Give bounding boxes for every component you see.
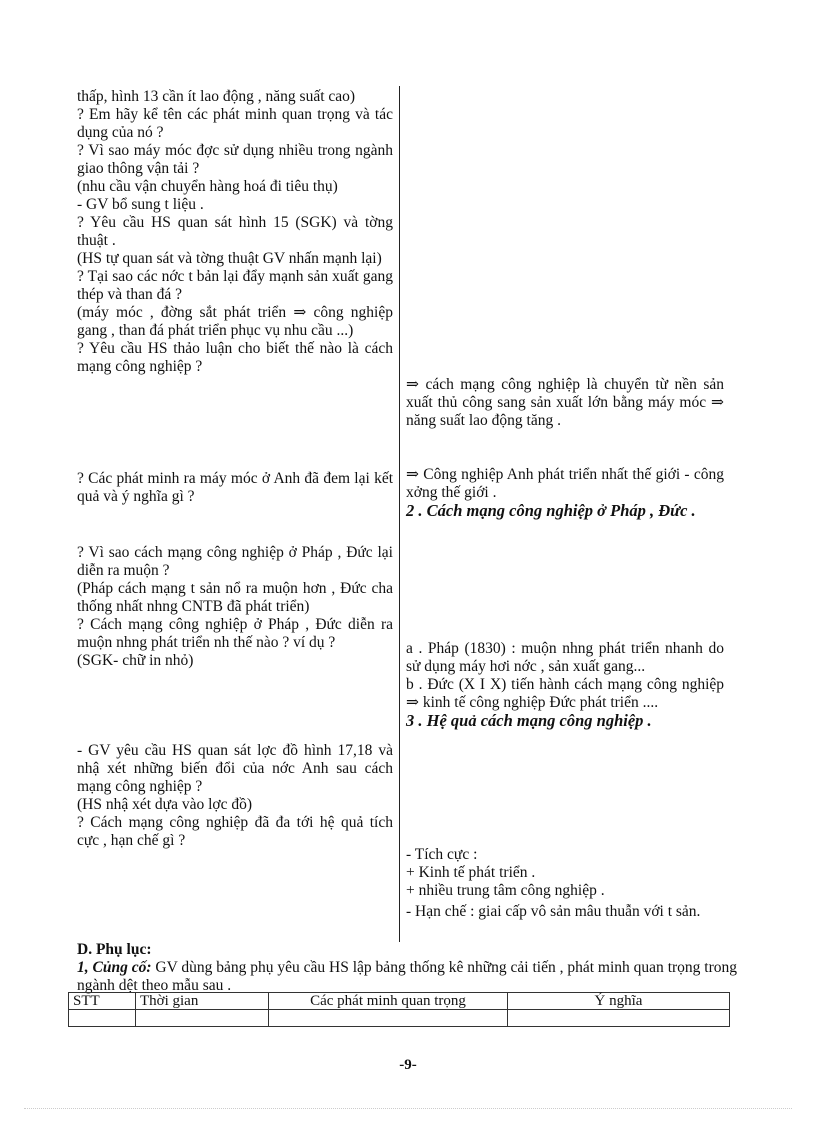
column-divider <box>399 86 400 942</box>
left-text: ? Các phát minh ra máy móc ở Anh đã đem lại kết quả và ý nghĩa gì ? <box>77 470 393 505</box>
positive-label: - Tích cực : <box>406 846 478 863</box>
left-column-block-1 <box>77 88 393 376</box>
section-heading-2: 2 . Cách mạng công nghiệp ở Pháp , Đức . <box>406 501 696 520</box>
right-england <box>406 466 724 520</box>
left-text: - GV bổ sung t liệu . <box>77 196 204 213</box>
footer-divider <box>24 1108 792 1109</box>
inventions-table <box>68 992 730 1027</box>
left-text: ? Tại sao các nớc t bản lại đẩy mạnh sản xuất gang thép và than đá ? <box>77 268 393 303</box>
left-text: ? Cách mạng công nghiệp đã đa tới hệ quả tích cực , hạn chế gì ? <box>77 814 393 849</box>
table-row <box>69 1010 730 1027</box>
table-header-cell: Thời gian <box>136 993 269 1010</box>
consolidate-label: 1, Củng cố: <box>77 959 152 976</box>
table-cell <box>269 1010 508 1027</box>
table-cell <box>508 1010 730 1027</box>
left-text: ? Vì sao cách mạng công nghiệp ở Pháp , Đức lại diễn ra muộn ? <box>77 544 393 579</box>
left-column-question-results <box>77 470 393 506</box>
left-column-block-2 <box>77 544 393 670</box>
left-text: ? Yêu cầu HS thảo luận cho biết thế nào là cách mạng công nghiệp ? <box>77 340 393 375</box>
left-text: (SGK- chữ in nhỏ) <box>77 652 194 669</box>
definition-text: ⇒ cách mạng công nghiệp là chuyển từ nền sản xuất thủ công sang sản xuất lớn bằng máy móc ⇒ năng suất lao động tăng . <box>406 376 724 429</box>
table-header-cell: Ý nghĩa <box>508 993 730 1010</box>
table-header-cell: Các phát minh quan trọng <box>269 993 508 1010</box>
left-text: ? Cách mạng công nghiệp ở Pháp , Đức diễn ra muộn nhng phát triển nh thế nào ? ví dụ ? <box>77 616 393 651</box>
positive-item: + nhiều trung tâm công nghiệp . <box>406 882 605 899</box>
positive-item: + Kinh tế phát triển . <box>406 864 536 881</box>
appendix-section <box>77 941 737 995</box>
right-definition <box>406 376 724 430</box>
page-number: -9- <box>399 1057 417 1073</box>
left-text: thấp, hình 13 cần ít lao động , năng suất cao) <box>77 88 356 105</box>
appendix-title: D. Phụ lục: <box>77 941 152 958</box>
left-text: (HS nhậ xét dựa vào lợc đồ) <box>77 796 252 813</box>
negative-text: - Hạn chế : giai cấp vô sản mâu thuẫn với t sản. <box>406 903 701 920</box>
section-heading-3: 3 . Hệ quả cách mạng công nghiệp . <box>406 711 652 730</box>
france-text: a . Pháp (1830) : muộn nhng phát triển nhanh do sử dụng máy hơi nớc , sản xuất gang... <box>406 640 724 675</box>
left-text: (Pháp cách mạng t sản nổ ra muộn hơn , Đức cha thống nhất nhng CNTB đã phát triển) <box>77 580 393 615</box>
left-text: ? Yêu cầu HS quan sát hình 15 (SGK) và tờng thuật . <box>77 214 393 249</box>
table-header-cell: STT <box>69 993 136 1010</box>
right-consequences <box>406 846 724 921</box>
table-header-row <box>69 993 730 1010</box>
consolidate-text: GV dùng bảng phụ yêu cầu HS lập bảng thống kê những cải tiến , phát minh quan trọng trong ngành dệt theo mẫu sau . <box>77 959 738 994</box>
left-text: (máy móc , đờng sắt phát triển ⇒ công nghiệp gang , than đá phát triển phục vụ nhu cầu ...) <box>77 304 393 339</box>
table-cell <box>69 1010 136 1027</box>
left-text: ? Vì sao máy móc đợc sử dụng nhiều trong ngành giao thông vận tải ? <box>77 142 393 177</box>
left-text: ? Em hãy kể tên các phát minh quan trọng và tác dụng của nó ? <box>77 106 393 141</box>
left-text: (HS tự quan sát và tờng thuật GV nhấn mạnh lại) <box>77 250 382 267</box>
left-column-block-3 <box>77 742 393 850</box>
left-text: (nhu cầu vận chuyển hàng hoá đi tiêu thụ) <box>77 178 338 195</box>
left-text: - GV yêu cầu HS quan sát lợc đồ hình 17,18 và nhậ xét những biến đổi của nớc Anh sau cách mạng công nghiệp ? <box>77 742 393 795</box>
right-france-germany <box>406 640 724 730</box>
germany-text: b . Đức (X I X) tiến hành cách mạng công nghiệp ⇒ kinh tế công nghiệp Đức phát triển .... <box>406 676 724 711</box>
table-cell <box>136 1010 269 1027</box>
england-text: ⇒ Công nghiệp Anh phát triển nhất thế giới - công xởng thế giới . <box>406 466 724 501</box>
